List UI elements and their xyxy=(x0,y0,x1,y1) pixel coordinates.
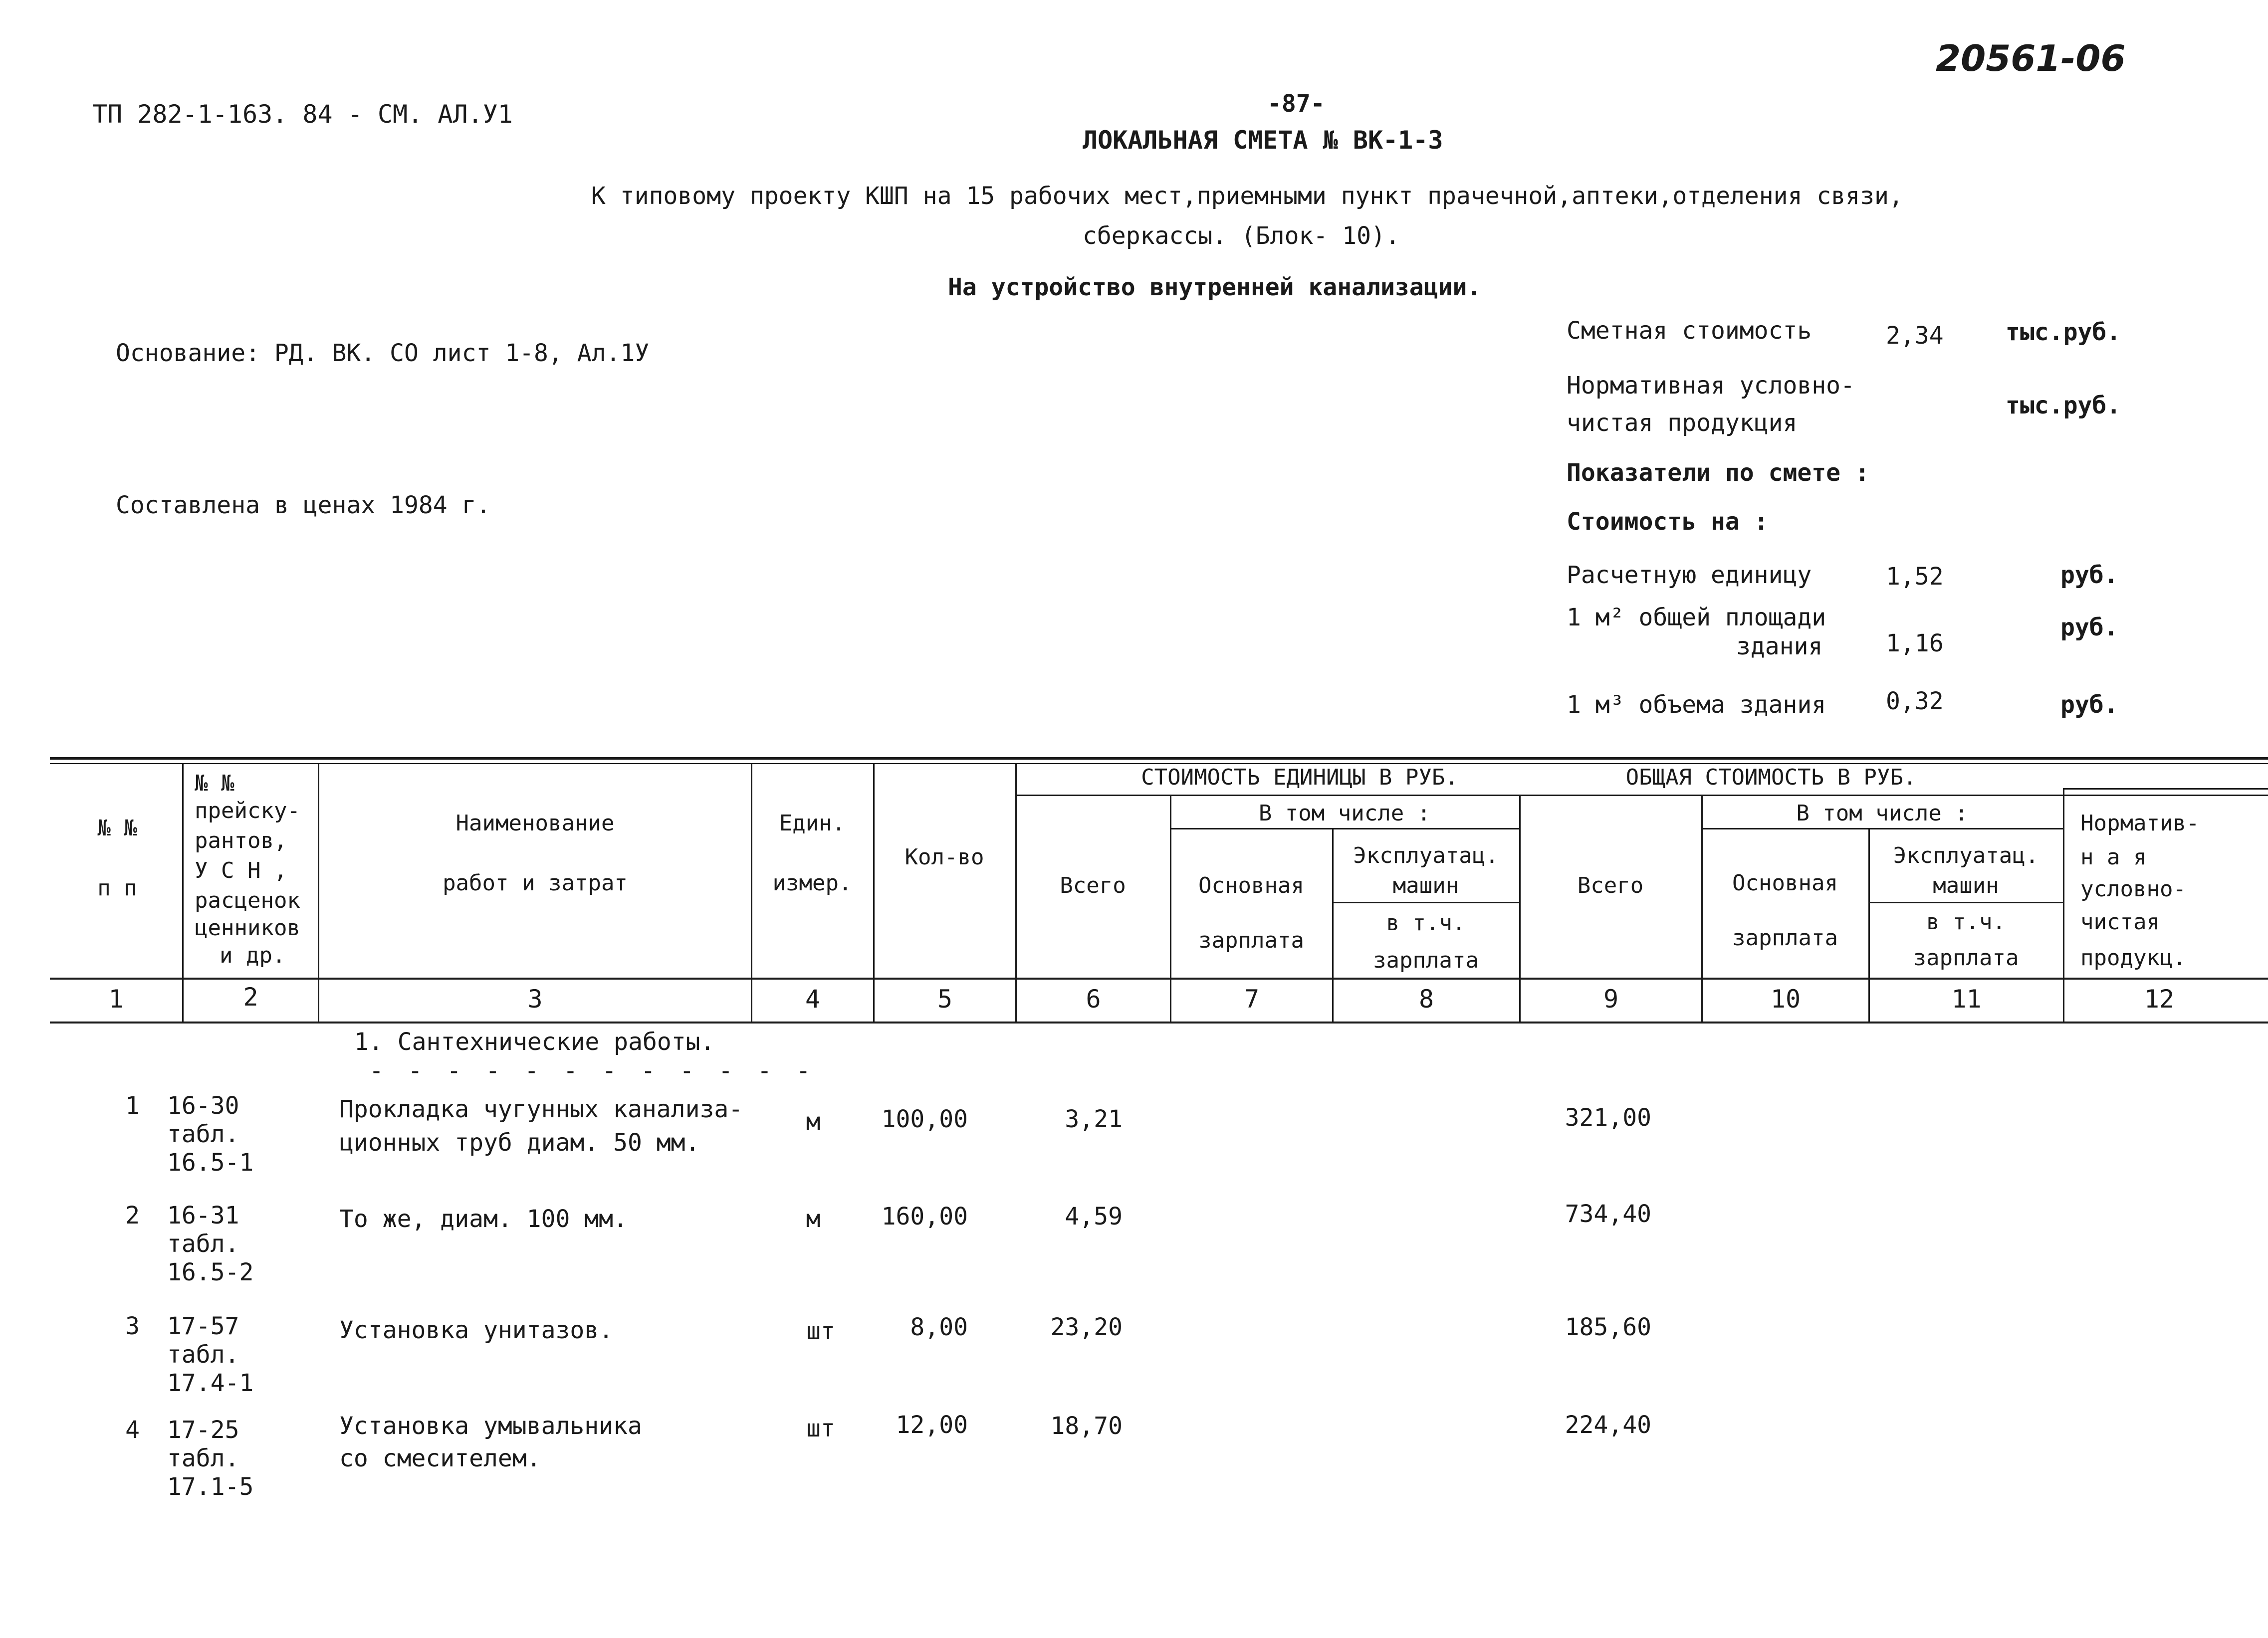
unit-label: Расчетную единицу xyxy=(1567,561,1812,589)
row-code: 17.4-1 xyxy=(167,1369,254,1397)
header-machines-3: Эксплуатац. xyxy=(1893,843,2039,868)
header-machines-4: машин xyxy=(1933,873,1999,898)
document-code: ТП 282-1-163. 84 - СМ. АЛ.У1 xyxy=(92,100,513,129)
basis-text: Основание: РД. ВК. СО лист 1-8, Ал.1У xyxy=(116,339,650,367)
row-total: 185,60 xyxy=(1565,1313,1651,1341)
row-price: 18,70 xyxy=(1050,1412,1123,1440)
header-included-2: В том числе : xyxy=(1796,801,1968,826)
col-number: 11 xyxy=(1951,985,1982,1014)
row-price: 4,59 xyxy=(1065,1203,1123,1230)
row-code: табл. xyxy=(167,1444,239,1472)
row-name: ционных труб диам. 50 мм. xyxy=(339,1129,700,1157)
subtitle-line-2: сберкассы. (Блок- 10). xyxy=(1083,222,1400,250)
row-name: То же, диам. 100 мм. xyxy=(339,1205,628,1233)
header-num-1: № № xyxy=(97,816,137,841)
row-number: 1 xyxy=(125,1092,140,1120)
document-title: ЛОКАЛЬНАЯ СМЕТА № ВК-1-3 xyxy=(1083,126,1443,155)
norm-unit: тыс.руб. xyxy=(2006,392,2121,419)
col-number: 8 xyxy=(1418,985,1434,1014)
row-unit: м xyxy=(806,1205,821,1233)
row-code: 17.1-5 xyxy=(167,1473,254,1501)
header-base-salary-2: зарплата xyxy=(1198,928,1304,953)
col-number: 6 xyxy=(1086,985,1101,1014)
header-norm-5: продукц. xyxy=(2080,945,2186,971)
header-name-2: работ и затрат xyxy=(443,870,628,896)
header-included: В том числе : xyxy=(1258,801,1431,826)
row-code: 16-30 xyxy=(167,1092,239,1120)
row-qty: 12,00 xyxy=(896,1411,968,1439)
area-value: 1,16 xyxy=(1886,629,1944,657)
cost-value: 2,34 xyxy=(1886,322,1944,350)
row-name: со смесителем. xyxy=(339,1444,541,1472)
header-unit-2: измер. xyxy=(772,870,852,896)
row-number: 2 xyxy=(125,1202,140,1229)
header-num-2: п п xyxy=(97,875,137,901)
section-underline: - - - - - - - - - - - - xyxy=(369,1057,816,1085)
row-total: 224,40 xyxy=(1565,1411,1651,1439)
handwritten-page-number: 20561-06 xyxy=(1936,37,2126,79)
norm-label-1: Нормативная условно- xyxy=(1567,372,1855,400)
header-base-salary-1: Основная xyxy=(1198,873,1304,898)
header-name-1: Наименование xyxy=(455,811,615,836)
cost-unit: тыс.руб. xyxy=(2006,318,2121,346)
row-code: табл. xyxy=(167,1120,239,1148)
row-unit: шт xyxy=(806,1317,835,1345)
row-code: 17-57 xyxy=(167,1312,239,1340)
row-code: 17-25 xyxy=(167,1416,239,1444)
area-label-2: здания xyxy=(1736,632,1823,660)
col-number: 3 xyxy=(527,985,543,1014)
header-norm-1: Норматив- xyxy=(2080,811,2200,836)
col-number: 1 xyxy=(108,985,124,1014)
header-norm-2: н а я xyxy=(2080,844,2147,870)
header-total-2: Всего xyxy=(1577,873,1644,898)
row-code: 16.5-2 xyxy=(167,1258,254,1286)
unit-value: 1,52 xyxy=(1886,563,1944,591)
header-machines-salary-4: зарплата xyxy=(1913,945,2019,971)
row-code: 16-31 xyxy=(167,1202,239,1229)
cost-per-label: Стоимость на : xyxy=(1567,508,1769,536)
header-base-salary-3: Основная xyxy=(1732,870,1838,896)
row-code: табл. xyxy=(167,1230,239,1258)
header-total: Всего xyxy=(1060,873,1126,898)
header-total-cost: ОБЩАЯ СТОИМОСТЬ В РУБ. xyxy=(1625,765,1917,790)
header-norm-3: условно- xyxy=(2080,876,2186,902)
col-number: 12 xyxy=(2144,985,2175,1014)
header-price-7: и др. xyxy=(220,943,286,968)
col-number: 9 xyxy=(1603,985,1619,1014)
area-label-1: 1 м² общей площади xyxy=(1567,604,1826,631)
col-number: 2 xyxy=(243,983,258,1012)
col-number: 5 xyxy=(937,985,953,1014)
header-price-1: № № xyxy=(195,771,234,796)
col-number: 10 xyxy=(1770,985,1801,1014)
row-total: 734,40 xyxy=(1565,1200,1651,1228)
page-number: -87- xyxy=(1267,90,1325,118)
row-qty: 100,00 xyxy=(881,1105,968,1133)
row-price: 23,20 xyxy=(1050,1313,1123,1341)
col-number: 7 xyxy=(1244,985,1260,1014)
row-name: Прокладка чугунных канализа- xyxy=(339,1095,743,1123)
row-qty: 160,00 xyxy=(881,1203,968,1230)
row-code: табл. xyxy=(167,1341,239,1369)
indicators-label: Показатели по смете : xyxy=(1567,459,1869,487)
col-number: 4 xyxy=(805,985,821,1014)
header-machines-salary-1: в т.ч. xyxy=(1386,910,1466,936)
volume-value: 0,32 xyxy=(1886,687,1944,715)
row-unit: шт xyxy=(806,1415,835,1442)
unit-unit: руб. xyxy=(2060,561,2118,589)
header-price-5: расценок xyxy=(195,888,300,913)
subtitle-line-1: К типовому проекту КШП на 15 рабочих мест,приемными пункт прачечной,аптеки,отделения связи, xyxy=(591,182,1903,210)
cost-label: Сметная стоимость xyxy=(1567,317,1812,345)
row-total: 321,00 xyxy=(1565,1104,1651,1132)
section-title: 1. Сантехнические работы. xyxy=(354,1028,715,1056)
area-unit: руб. xyxy=(2060,614,2118,641)
row-name: Установка унитазов. xyxy=(339,1316,614,1344)
row-name: Установка умывальника xyxy=(339,1412,642,1440)
header-price-3: рантов, xyxy=(195,828,287,853)
norm-label-2: чистая продукция xyxy=(1567,409,1798,437)
prices-year-text: Составлена в ценах 1984 г. xyxy=(116,491,491,519)
header-unit-1: Един. xyxy=(779,811,846,836)
header-base-salary-4: зарплата xyxy=(1732,925,1838,951)
header-machines-salary-2: зарплата xyxy=(1373,948,1479,973)
row-code: 16.5-1 xyxy=(167,1149,254,1177)
row-number: 3 xyxy=(125,1312,140,1340)
header-norm-4: чистая xyxy=(2080,909,2160,935)
header-unit-cost: СТОИМОСТЬ ЕДИНИЦЫ В РУБ. xyxy=(1141,765,1458,790)
header-machines-2: машин xyxy=(1392,873,1459,898)
header-price-2: прейску- xyxy=(195,798,300,823)
volume-unit: руб. xyxy=(2060,691,2118,719)
row-unit: м xyxy=(806,1108,821,1136)
row-number: 4 xyxy=(125,1416,140,1444)
row-qty: 8,00 xyxy=(910,1313,968,1341)
header-price-4: У С Н , xyxy=(195,858,287,883)
header-qty: Кол-во xyxy=(905,844,984,870)
subtitle-line-3: На устройство внутренней канализации. xyxy=(948,273,1482,301)
row-price: 3,21 xyxy=(1065,1105,1123,1133)
header-machines-salary-3: в т.ч. xyxy=(1926,909,2006,935)
volume-label: 1 м³ объема здания xyxy=(1567,691,1826,719)
header-price-6: ценников xyxy=(195,915,300,941)
header-machines-1: Эксплуатац. xyxy=(1353,843,1499,868)
